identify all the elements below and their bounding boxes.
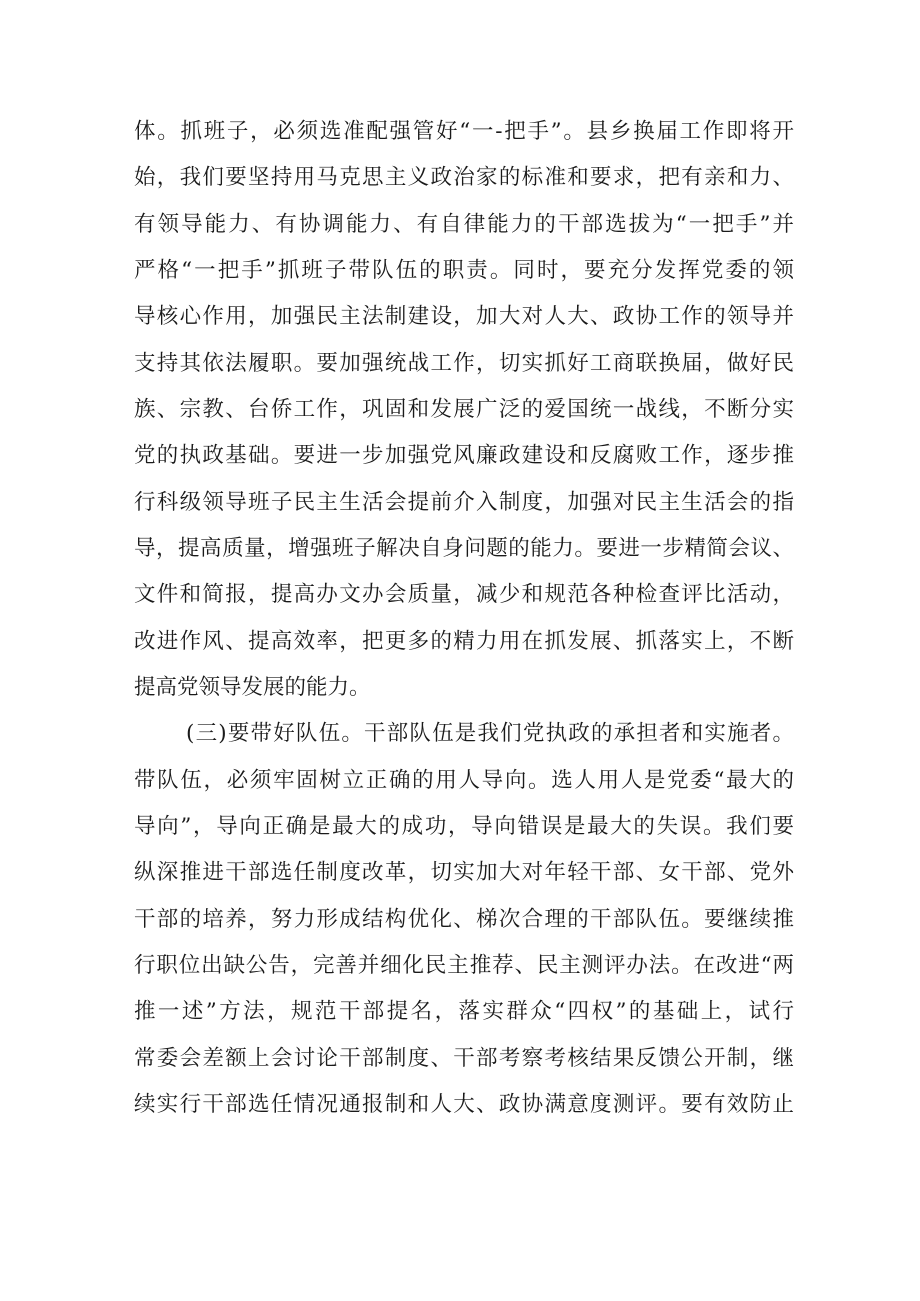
paragraph-line: (三)要带好队伍。干部队伍是我们党执政的承担者和实施者。 (186, 721, 794, 746)
paragraph-line: 行职位出缺公告，完善并细化民主推荐、民主测评办法。在改进“两 (134, 953, 794, 978)
paragraph-line: 推一述”方法，规范干部提名，落实群众“四权”的基础上，试行 (134, 999, 794, 1024)
paragraph-line: 干部的培养，努力形成结构优化、梯次合理的干部队伍。要继续推 (134, 907, 794, 932)
paragraph-line: 改进作风、提高效率，把更多的精力用在抓发展、抓落实上，不断 (134, 629, 794, 654)
paragraph-line: 导，提高质量，增强班子解决自身问题的能力。要进一步精简会议、 (134, 536, 794, 561)
paragraph-line: 族、宗教、台侨工作，巩固和发展广泛的爱国统一战线，不断分实 (134, 397, 794, 422)
paragraph-line: 纵深推进干部选任制度改革，切实加大对年轻干部、女干部、党外 (134, 860, 794, 885)
paragraph-line: 始，我们要坚持用马克思主义政治家的标准和要求，把有亲和力、 (134, 165, 794, 190)
paragraph-line: 常委会差额上会讨论干部制度、干部考察考核结果反馈公开制，继 (134, 1046, 794, 1071)
paragraph-line: 严格“一把手”抓班子带队伍的职责。同时，要充分发挥党委的领 (134, 258, 794, 283)
paragraph-line: 文件和简报，提高办文办会质量，减少和规范各种检查评比活动， (134, 582, 794, 607)
paragraph-line: 提高党领导发展的能力。 (134, 675, 371, 700)
paragraph-line: 续实行干部选任情况通报制和人大、政协满意度测评。要有效防止 (134, 1092, 794, 1117)
paragraph-line: 导核心作用，加强民主法制建设，加大对人大、政协工作的领导并 (134, 304, 794, 329)
paragraph-line: 党的执政基础。要进一步加强党风廉政建设和反腐败工作，逐步推 (134, 443, 794, 468)
paragraph-line: 带队伍，必须牢固树立正确的用人导向。选人用人是党委“最大的 (134, 768, 794, 793)
paragraph-line: 支持其依法履职。要加强统战工作，切实抓好工商联换届，做好民 (134, 351, 794, 376)
paragraph-line: 体。抓班子，必须选准配强管好“一-把手”。县乡换届工作即将开 (134, 119, 794, 144)
paragraph-line: 行科级领导班子民主生活会提前介入制度，加强对民主生活会的指 (134, 490, 794, 515)
paragraph-line: 导向”，导向正确是最大的成功，导向错误是最大的失误。我们要 (134, 814, 794, 839)
paragraph-line: 有领导能力、有协调能力、有自律能力的干部选拔为“一把手”并 (134, 212, 794, 237)
